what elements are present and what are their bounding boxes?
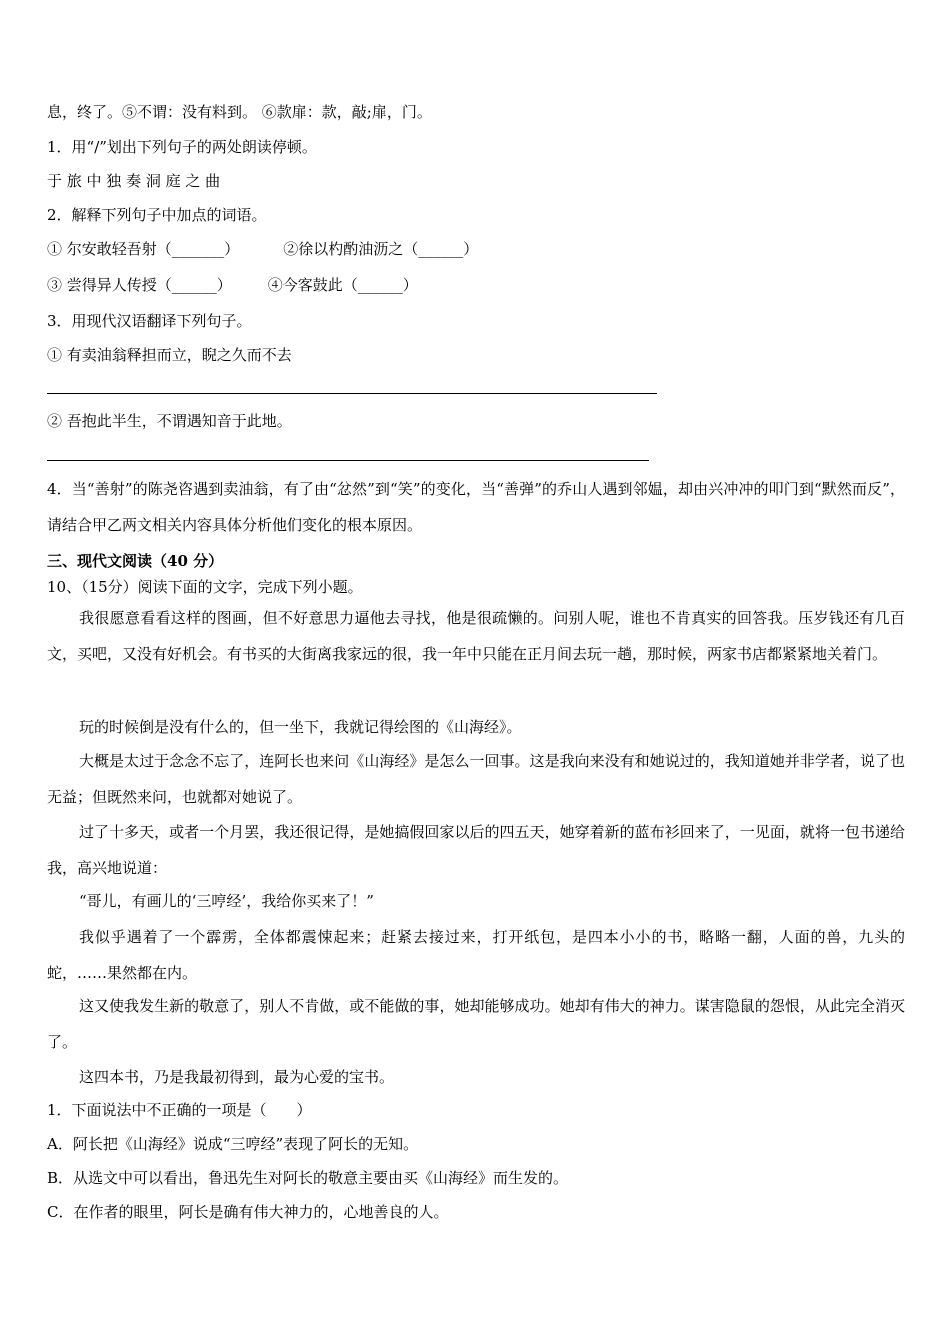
- question-3-item-2: ② 吾抱此半生，不谓遇知音于此地。: [47, 412, 292, 430]
- notes-line: 息，终了。⑤不谓：没有料到。 ⑥款扉：款，敲;扉，门。: [47, 103, 432, 121]
- answer-line-1: [47, 393, 657, 394]
- mcq-option-a: A．阿长把《山海经》说成“三哼经”表现了阿长的无知。: [47, 1135, 419, 1153]
- question-2-row-1: [47, 239, 478, 259]
- passage-paragraph-5: “哥儿，有画儿的‘三哼经’，我给你买来了！”: [79, 892, 374, 910]
- question-3-item-1: ① 有卖油翁释担而立，睨之久而不去: [47, 346, 292, 364]
- q2-item-4: ④今客鼓此（______）: [267, 276, 418, 294]
- passage-paragraph-3: 大概是太过于念念不忘了，连阿长也来问《山海经》是怎么一回事。这是我向来没有和她说过的，我知道她并非学者，说了也无益；但既然来问，也就都对她说了。: [47, 752, 905, 806]
- question-2-row-2: [47, 275, 418, 295]
- q2-item-3: ③ 尝得异人传授（______）: [47, 276, 232, 294]
- question-3: 3．用现代汉语翻译下列句子。: [47, 312, 252, 330]
- passage-paragraph-6: 我似乎遇着了一个霹雳，全体都震悚起来；赶紧去接过来，打开纸包，是四本小小的书，略略一翻，人面的兽，九头的蛇，……果然都在内。: [47, 928, 905, 982]
- answer-line-2: [47, 460, 649, 461]
- mcq-question: 1．下面说法中不正确的一项是（ ）: [47, 1101, 312, 1119]
- question-1-sentence: 于 旅 中 独 奏 洞 庭 之 曲: [47, 172, 221, 190]
- question-4: 4．当“善射”的陈尧咨遇到卖油翁，有了由“忿然”到“笑”的变化，当“善弹”的乔山人遇到邻媪，却由兴冲冲的叩门到“默然而反”，请结合甲乙两文相关内容具体分析他们变化的根本原因。: [47, 480, 905, 534]
- question-1: 1．用“/”划出下列句子的两处朗读停顿。: [47, 138, 317, 156]
- passage-paragraph-7: 这又使我发生新的敬意了，别人不肯做，或不能做的事，她却能够成功。她却有伟大的神力。谋害隐鼠的怨恨，从此完全消灭了。: [47, 997, 905, 1051]
- mcq-option-b: B．从选文中可以看出，鲁迅先生对阿长的敬意主要由买《山海经》而生发的。: [47, 1169, 569, 1187]
- q2-item-1: ① 尔安敢轻吾射（_______）: [47, 240, 240, 258]
- reading-intro: 10、（15分）阅读下面的文字，完成下列小题。: [47, 578, 363, 596]
- mcq-option-c: C．在作者的眼里，阿长是确有伟大神力的，心地善良的人。: [47, 1203, 449, 1221]
- passage-paragraph-1: 我很愿意看看这样的图画，但不好意思力逼他去寻找，他是很疏懒的。问别人呢，谁也不肯真实的回答我。压岁钱还有几百文，买吧，又没有好机会。有书买的大街离我家远的很，我一年中只能在正月间去玩一趟，那时候，两家书店都紧紧地关着门。: [47, 609, 905, 663]
- question-2: 2．解释下列句子中加点的词语。: [47, 206, 267, 224]
- q2-item-2: ②徐以杓酌油沥之（______）: [283, 240, 479, 258]
- section-heading: 三、现代文阅读（40 分）: [47, 552, 224, 570]
- passage-paragraph-2: 玩的时候倒是没有什么的，但一坐下，我就记得绘图的《山海经》。: [79, 718, 522, 736]
- passage-paragraph-4: 过了十多天，或者一个月罢，我还很记得，是她搞假回家以后的四五天，她穿着新的蓝布衫回来了，一见面，就将一包书递给我，高兴地说道：: [47, 823, 905, 877]
- passage-paragraph-8: 这四本书，乃是我最初得到，最为心爱的宝书。: [79, 1068, 395, 1086]
